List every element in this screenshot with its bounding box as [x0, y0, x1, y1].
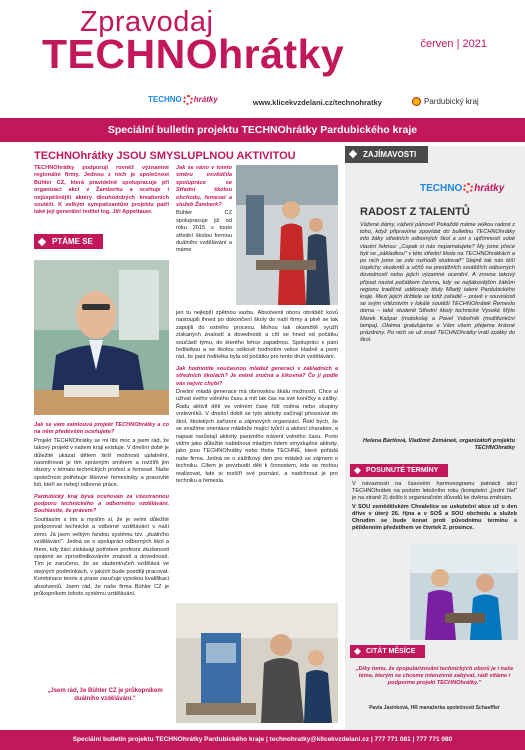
article-intro-column [34, 165, 169, 218]
article-col2-top [176, 165, 232, 256]
article-intro: TECHNOhrátky podporují rovněž významné regionální firmy. Jednou z nich je společnost Bühler CZ, která pravidelně spolupracuje při organizaci akcí v Žamberku a ocehuje i nejúspěšnější aktéry dlouhodobých kreativních soutěží. K velkým sympatizantům projektu patří také její generální ředitel Ing. Jiří Appeltauer. [34, 165, 169, 216]
region-logo [412, 97, 479, 106]
tag-zajimavosti: ZAJÍMAVOSTI [345, 146, 428, 163]
article-heading: TECHNOhrátky JSOU SMYSLUPLNOU AKTIVITOU [34, 150, 296, 162]
answer-1: Projekt TECHNOhrátky se mi líbí moc a jsem rád, že takový projekt v našem kraji existuje. V dnešní době je důležité ukázat dětem širší možnosti uplatnění, nasměrovat je tím správným směrem a rozšířit jim obzory v tématu technických profesí a řemesel. Naše společnost potřebuje šikovné řemeslníky a pracovité lidi, kteří se nebojí odborné práce. [34, 437, 169, 489]
pull-quote: „Jsem rád, že Bühler CZ je průkopníkem duálního vzdělávání." [47, 688, 163, 702]
talent-title: RADOST Z TALENTŮ [360, 206, 470, 218]
terms-text [352, 481, 517, 533]
sidebar-logo-part1: TECHNO [420, 183, 463, 194]
article-col1-bottom [34, 422, 169, 599]
banner: Speciální bulletin projektu TECHNOhrátky Pardubického kraje [0, 118, 525, 142]
sidebar-logo-part2: hrátky [474, 183, 505, 194]
machining-photo [176, 603, 338, 723]
question-2: Pardubický kraj bývá oceňován za všestrannou podporu technického a odborného vzdělávání. Souhlasíte, že právem? [34, 493, 169, 515]
issue-date: červen | 2021 [420, 38, 487, 50]
title-line2: TECHNOhrátky [42, 31, 345, 77]
terms-text-b: V SOU zemědělském Chvaletice se uskuteční akce už o den dříve v úterý 26. října a v SOŠ a SOU obchodu a služeb Chrudim se bude konat proti původnímu termínu s pětidenním předstihem ve čtvrtek 2. prosince. [352, 503, 517, 532]
logo-text-part1: TECHNO [148, 95, 182, 105]
sidebar-logo [420, 183, 504, 194]
title-line1: Zpravodaj [80, 6, 214, 38]
children-photo [410, 543, 518, 640]
quote-of-month: „Díky tomu, že zpopularizováni technických oborů je i naše téma, kterým se chceme intenzivně zabývat, rádi vítáme i podporme projekt TECHNOhrátky." [355, 666, 514, 687]
answer-3a: Bühler CZ spolupracuje již od roku 2015 s touto střední školou formou duálního vzdělávání a máme [176, 210, 232, 254]
crest-icon [412, 97, 421, 106]
quote-author: Pavla Jasínková, HR manažerka společnosti Schaeffler [369, 705, 500, 711]
question-4: Jak hodnotíte současnou mládež generaci v základních a středních školách? Je méně zručná a šikovná? Čo ji podle vás nejvíc chybí? [176, 365, 338, 387]
footer: Speciální bulletin projektu TECHNOhrátky Pardubického kraje | technohratky@klicekvzdelani.cz | 777 771 081 | 777 771 080 [0, 730, 525, 750]
director-photo [34, 260, 169, 415]
region-name: Pardubický kraj [424, 97, 479, 106]
gear-icon [183, 95, 193, 105]
talent-signature: Helena Bártlová, Vladimír Zemánek, organizátoři projektu TECHNOhrátky [362, 438, 515, 451]
website-link[interactable]: www.klicekvzdelani.cz/technohratky [253, 98, 382, 107]
answer-3b: jen tu nejlepší zpětnou vazbu. Absolventi oboru obráběč kovů nastoupili ihned po dokončení školy do naší firmy a plně se tak zapojili do ostrého procesu. Mohou tak okamžitě využít získaných znalostí a dovedností a cítí se hned od počátku součástí týmu, do kterého lehce zapadnou. Spolupráci s paní ředitelkou a se školou celkově hodnotím velice kladně a jsem rád, že paní ředitelka byla od počátku pro tento druh vzdělávání. [176, 310, 338, 361]
talent-text: Vážené dámy, vážení pánové! Pokaždé máme velkou radost z toho, když připravíme zpovídat do bulletinu TECHNOhrátky info žáky středních odborných škol a oni s upřímností sobě vlastní řeknou: „Copak si nás nepamatujete? My jsme přece byli se „základkou" v této střední škole na TECHNOhrátkách a po nich jsme se zde rozhodli studovat!" Stejně tak nás těší úspěchy studentů a učňů na prestižních soutěžích odborných dovedností nebo jejich výzamné ocenění. A zrovna takový případ nastal počátkem června, kdy se nejlákovějším žákům regionu tradičně udělovaly tituly Mladý talent Pardubického kraje. Mezi jejich držitele se totiž zařadili – právě v souvislosti se svým vítězstvím v lokálé soutěži TECHNOhrátek Řemeslo doma – také studenti Střední školy technické Vysoké Mýto Marek Kašpar (motokola) a Pavel Vobořník (multifunkční lampa). Obéma gratulujeme a Vám všem přejeme krásné prázdniny. Po nich se už snad TECHNOhrátky vrátí zpátky do škol. [360, 222, 515, 344]
tag-ptame-se: PTÁME SE [34, 234, 103, 249]
answer-2: Souhlasím s tím a myslím si, že je velmi důležité podporovat technické a odborné vzdělávání v naší zemi. Já jsem velkým fandou systému tzv. „duálního vzdělávání". Jedná se o spolupráci odborných škol a firem, kdy žáci získávají potřebné profesní zkušenosti spojené se zprostředkováním znalostí a dovedností. Tím je zaručeno, že se student/učeň vzdělává ve stejných podmínkách, v jakých bude později pracovat. Kombinace teorie a praxe zaručuje vysokou kvalifikaci absolventů. Jsem rád, že naše firma Bühler CZ je průkopníkem tohoto systému vzdělávání. [34, 516, 169, 597]
logo-text-part2: hrátky [193, 95, 218, 105]
gear-icon [463, 183, 473, 193]
terms-text-a: V návaznosti na časovém harmonogramu patnácti akcí TECHNOhrátek na podzim letošního roku (kompletní „jízdní řád" je na straně 2) došlo k organizačním důvodů ke dvěma změnám. [352, 481, 517, 502]
tag-posunute-terminy: POSUNUTÉ TERMÍNY [350, 464, 448, 477]
tag-citat-mesice: CITÁT MĚSÍCE [350, 645, 425, 658]
question-3: Jak se váno v tomto směru osvědčila spolupráce se Střední školou obchodu, řemesel a služeb Žamberk? [176, 165, 232, 209]
question-1: Jak se vám zamlouvá projekt TECHNOhrátky a co na něm především oceňujete? [34, 422, 169, 436]
answer-4: Dnešní mladá generace má obrovskou škálu možností. Chce si užívat svého volného času a mít tak čas na své koníčky a záliby. Řadu aktivit dětí ve volném čase řídí rodina nebo skupiny vrstevníků. V dnešní době se tyto aktivity začínají přesouvat do škol, školských zařízení a zájmových organizací. Řekl bych, že se snažíme orientace mládeže mající tvůrčí a aktivní charakter, a napsat narůstají aktivity pasivního trávení volného času. Proto vidím jako důležité nabídnout mladým lidem smysluplné aktivity, jako jsou TECHNOhrátky nebo třeba TECHNÉ, které pořádá naše firma. Jedná se o zážitkový den pro mládež se zájmem o techniku. Cílem je povzbudit děti k činnostem, kde se mohou realizovat, kde si rozšíří své poznání, a nadchnout je pro techniku a řemesla. [176, 389, 338, 484]
workshop-photo [236, 165, 338, 305]
article-col2-bottom [176, 310, 338, 486]
technohratky-logo [148, 95, 218, 105]
masthead [0, 0, 525, 118]
